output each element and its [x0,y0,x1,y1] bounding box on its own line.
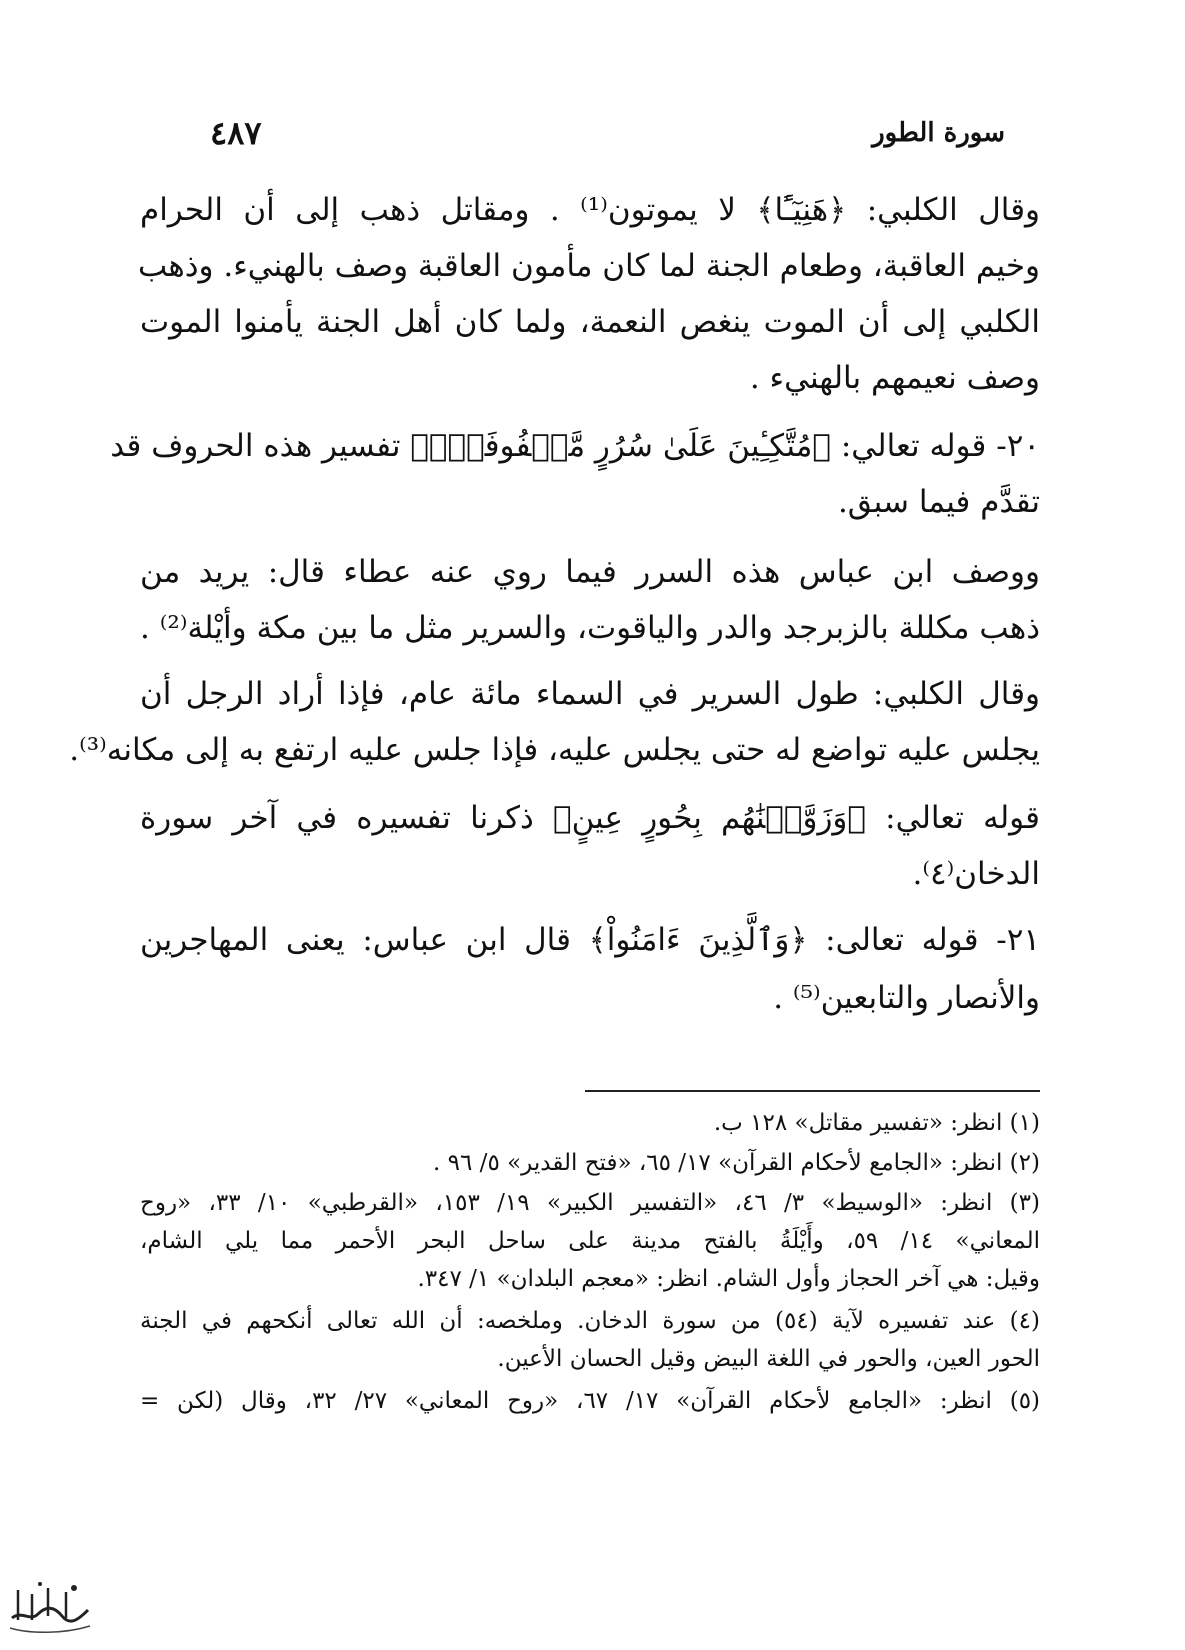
footnote-4-line-1: (٤) عند تفسيره لآية (٥٤) من سورة الدخان. وملخصه: أن الله تعالى أنكحهم في الجنة [140,1308,1040,1334]
body-line-6: تقدَّم فيما سبق. [837,484,1040,520]
body-line-1: وقال الكلبي: ﴿هَنِيٓـًٔا﴾ لا يموتون⁽¹⁾ . ومقاتل ذهب إلى أن الحرام [140,192,1040,228]
page-number: ٤٨٧ [210,114,262,152]
body-line-7: ووصف ابن عباس هذه السرر فيما روي عنه عطاء قال: يريد من [140,554,1040,590]
body-line-13: ٢١- قوله تعالى: ﴿وَٱلَّذِينَ ءَامَنُواْ﴾ قال ابن عباس: يعنى المهاجرين [140,922,1040,958]
surah-title: سورة الطور [872,118,1005,148]
body-line-2: وخيم العاقبة، وطعام الجنة لما كان مأمون العاقبة وصف بالهنيء. وذهب [137,248,1040,284]
footnote-1: (١) انظر: «تفسير مقاتل» ١٢٨ ب. [713,1110,1040,1136]
body-line-9: وقال الكلبي: طول السرير في السماء مائة عام، فإذا أراد الرجل أن [140,676,1040,712]
footnote-5: (٥) انظر: «الجامع لأحكام القرآن» ١٧/ ٦٧، «روح المعاني» ٢٧/ ٣٢، وقال (لكن = [140,1388,1041,1414]
body-line-12: الدخان⁽٤⁾. [912,856,1040,892]
footnote-3-line-3: وقيل: هي آخر الحجاز وأول الشام. انظر: «معجم البلدان» ١/ ٣٤٧. [417,1266,1040,1292]
footnote-2: (٢) انظر: «الجامع لأحكام القرآن» ١٧/ ٦٥، «فتح القدير» ٥/ ٩٦ . [433,1150,1040,1176]
watermark-logo-icon [4,1570,94,1640]
footnote-separator [585,1090,1040,1092]
body-line-4: وصف نعيمهم بالهنيء . [749,360,1040,396]
body-line-11: قوله تعالي: ﴿وَزَوَّجۡنَٰهُم بِحُورٍ عِينٍ﴾ ذكرنا تفسيره في آخر سورة [140,800,1040,836]
body-line-14: والأنصار والتابعين⁽⁵⁾ . [773,980,1040,1016]
body-line-8: ذهب مكللة بالزبرجد والدر والياقوت، والسرير مثل ما بين مكة وأيْلة⁽²⁾ . [140,610,1040,646]
footnote-3-line-2: المعاني» ١٤/ ٥٩، وأَيْلَةُ بالفتح مدينة على ساحل البحر الأحمر مما يلي الشام، [140,1228,1040,1254]
body-line-5: ٢٠- قوله تعالي: ﴿مُتَّكِـِٔينَ عَلَىٰ سُرُرٍ مَّصۡفُوفَةٍۖ﴾ تفسير هذه الحروف قد [110,428,1040,464]
page-header [140,114,1005,158]
footnote-3-line-1: (٣) انظر: «الوسيط» ٣/ ٤٦، «التفسير الكبير» ١٩/ ١٥٣، «القرطبي» ١٠/ ٣٣، «روح [140,1190,1040,1216]
footnote-4-line-2: الحور العين، والحور في اللغة البيض وقيل الحسان الأعين. [497,1346,1040,1372]
body-line-3: الكلبي إلى أن الموت ينغص النعمة، ولما كان أهل الجنة يأمنوا الموت [140,304,1040,340]
body-line-10: يجلس عليه تواضع له حتى يجلس عليه، فإذا جلس عليه ارتفع به إلى مكانه⁽³⁾. [69,732,1040,768]
